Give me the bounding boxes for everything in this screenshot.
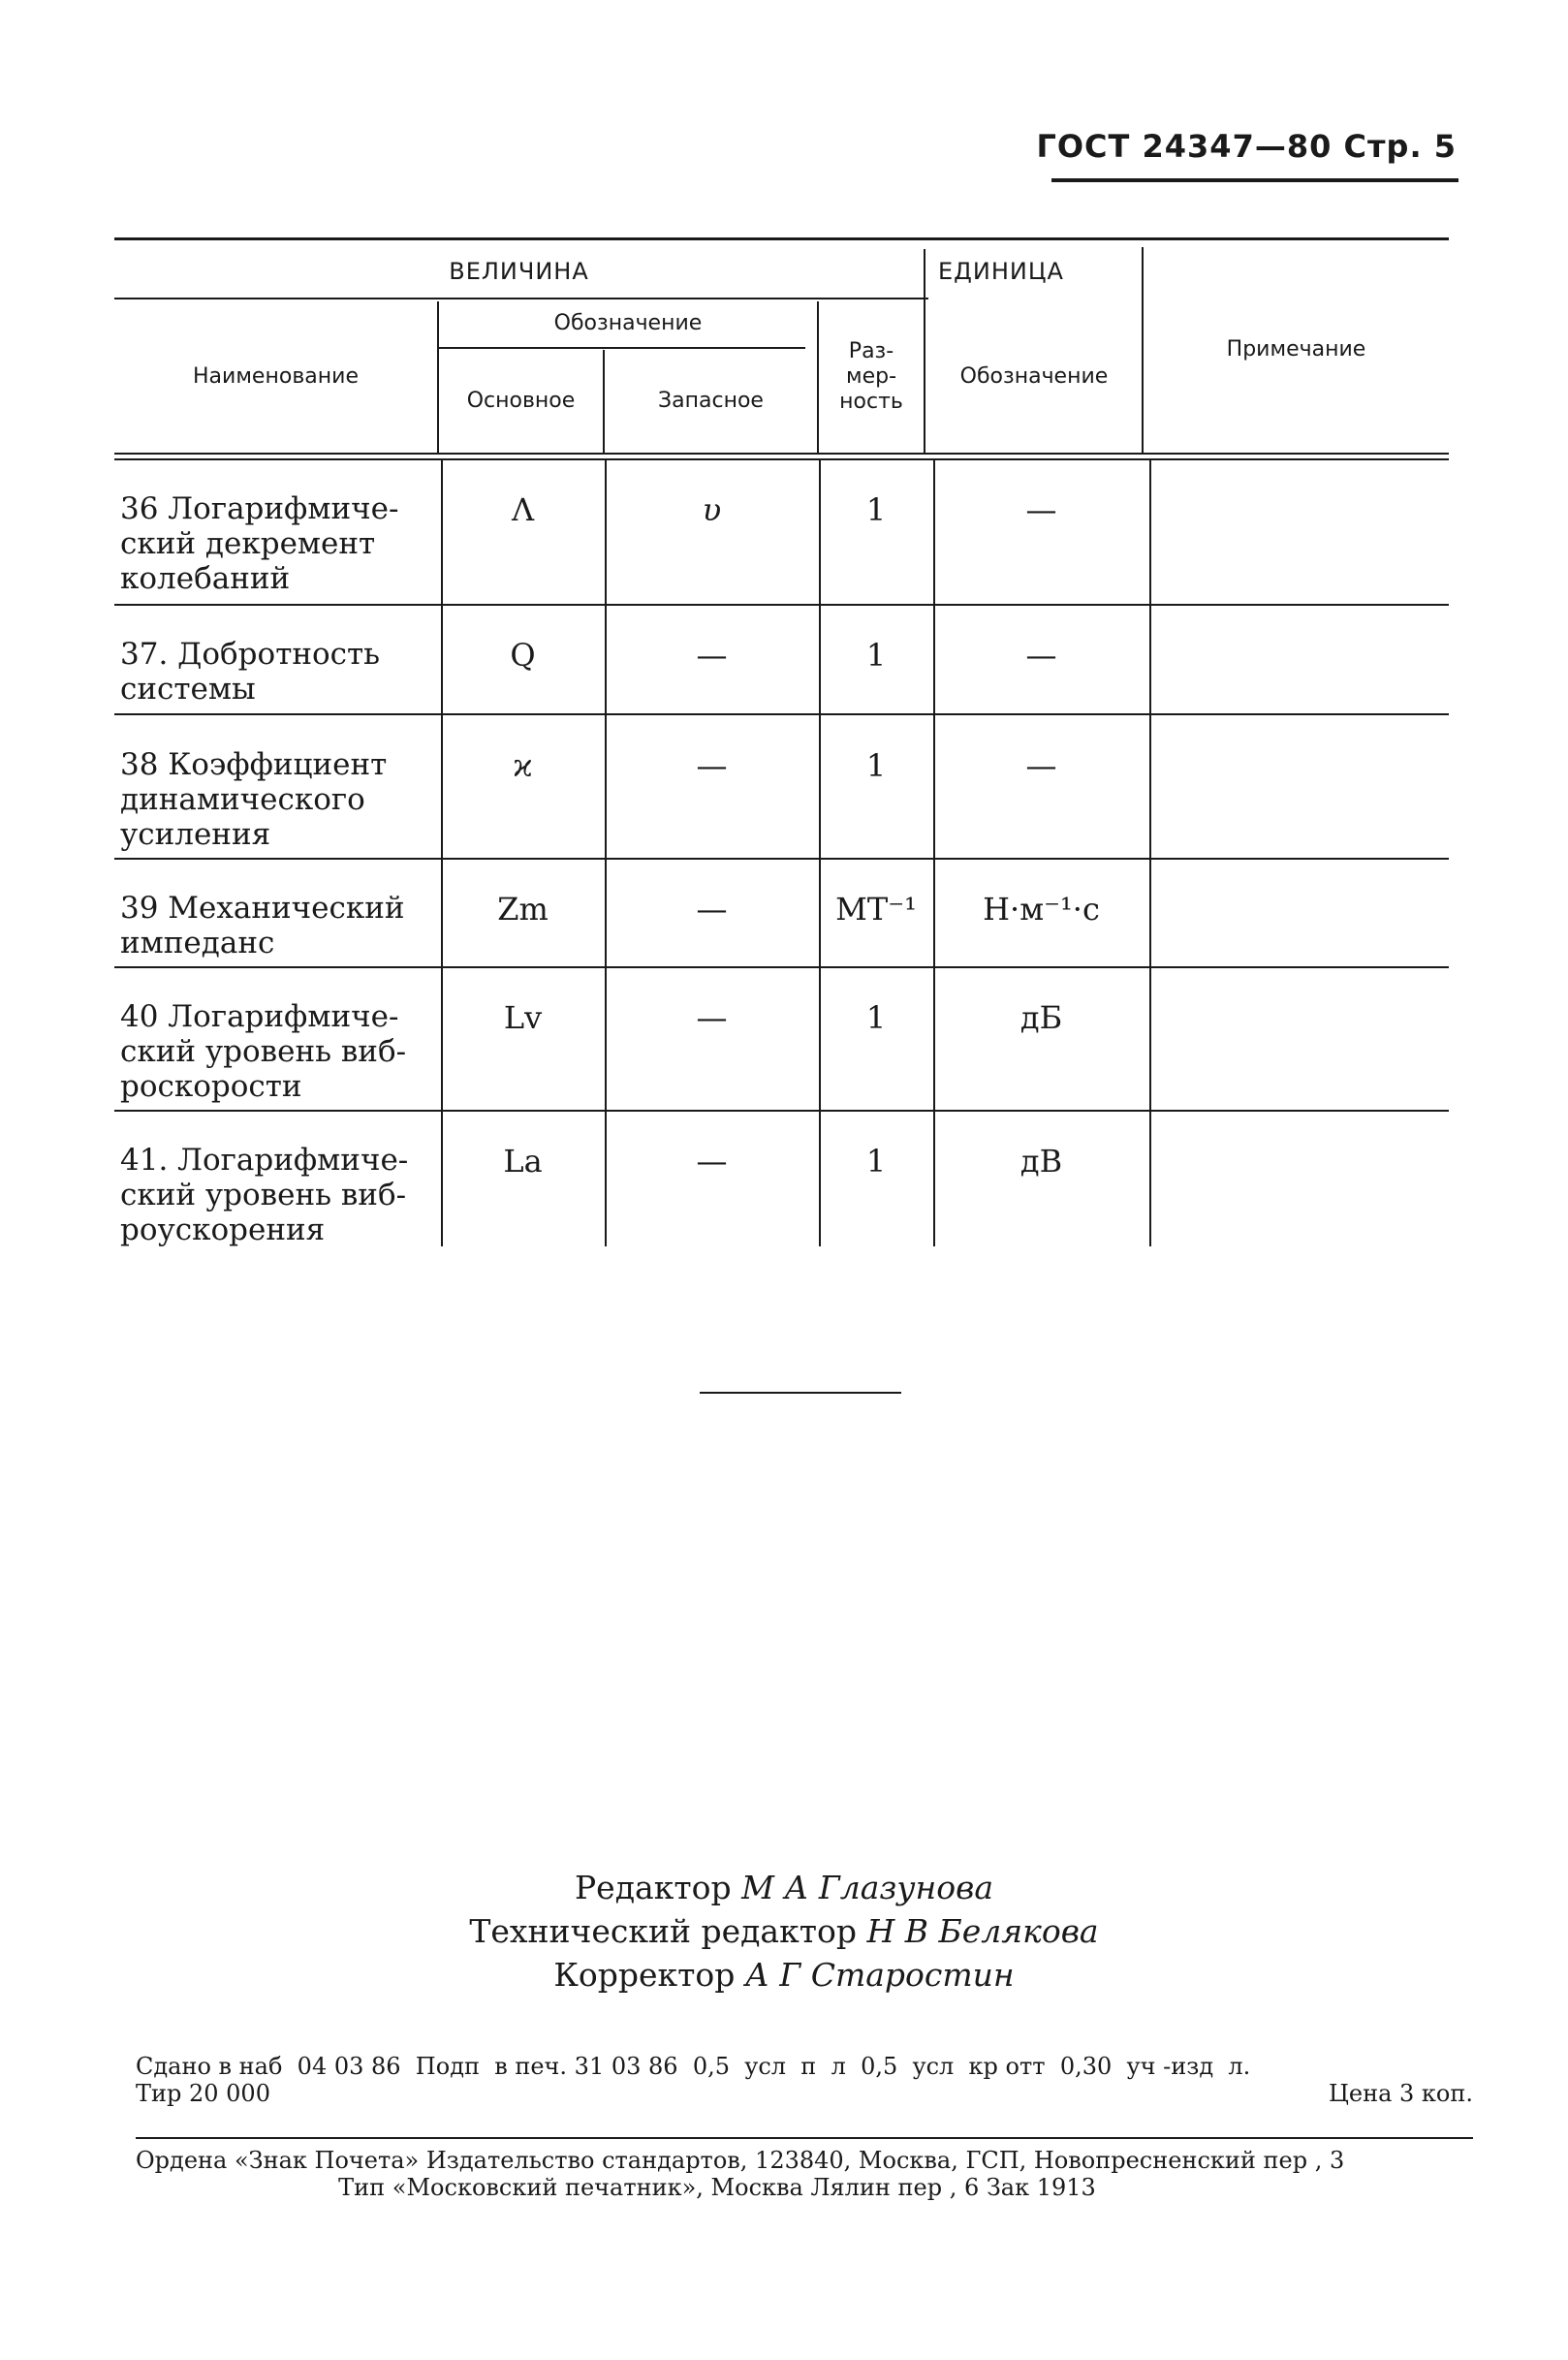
- header-bottom-rule-2: [114, 458, 1449, 460]
- row-unit: дБ: [1019, 999, 1063, 1036]
- row-main: Lv: [503, 999, 543, 1036]
- row-name: 36 Логарифмиче- ский декремент колебаний: [120, 491, 399, 596]
- row-reserve: —: [696, 637, 728, 674]
- row-reserve: —: [696, 1143, 728, 1180]
- header-rule-designation: [439, 347, 805, 349]
- row-name: 37. Добротность системы: [120, 637, 381, 707]
- row-reserve: —: [696, 747, 728, 784]
- publisher-line: Ордена «Знак Почета» Издательство стандартов, 123840, Москва, ГСП, Новопресненский пер , 3: [136, 2147, 1345, 2174]
- printer-line: Тип «Московский печатник», Москва Лялин пер , 6 Зак 1913: [338, 2174, 1096, 2201]
- credit-corrector-name: А Г Старостин: [744, 1956, 1015, 1994]
- header-main: Основное: [466, 389, 576, 413]
- imprint-price: Цена 3 коп.: [1328, 2080, 1473, 2107]
- header-unit-designation: Обозначение: [959, 364, 1109, 389]
- vline-body-unit: [1149, 460, 1151, 1246]
- header-designation: Обозначение: [553, 311, 703, 335]
- header-bottom-rule-1: [114, 453, 1449, 455]
- row-dimension: 1: [865, 999, 887, 1036]
- row-rule-4: [114, 966, 1449, 968]
- row-dimension: 1: [865, 1143, 887, 1180]
- row-main: Zm: [497, 891, 549, 928]
- row-unit: —: [1025, 637, 1057, 674]
- header-dimension: Раз- мер- ность: [839, 339, 903, 414]
- row-unit: дВ: [1019, 1143, 1063, 1180]
- credit-editor: [0, 1866, 1568, 1909]
- header-title: ГОСТ 24347—80 Стр. 5: [1036, 128, 1457, 165]
- vline-body-name: [441, 460, 443, 1246]
- header-rule-group: [114, 298, 928, 299]
- vline-body-main: [605, 460, 607, 1246]
- row-name: 40 Логарифмиче- ский уровень виб- роскорости: [120, 999, 407, 1104]
- row-name: 38 Коэффициент динамического усиления: [120, 747, 388, 852]
- row-dimension: 1: [865, 491, 887, 528]
- header-name: Наименование: [193, 364, 359, 389]
- imprint-line-1: Сдано в наб 04 03 86 Подп в печ. 31 03 86 0,5 усл п л 0,5 усл кр отт 0,30 уч -изд л.: [136, 2053, 1251, 2080]
- credit-corrector: [0, 1953, 1568, 1997]
- header-quantity-group: ВЕЛИЧИНА: [449, 258, 589, 285]
- vline-unit-group: [924, 249, 925, 455]
- row-reserve: —: [696, 999, 728, 1036]
- imprint-rule: [136, 2137, 1473, 2139]
- section-separator: [700, 1392, 901, 1394]
- row-reserve: —: [696, 891, 728, 928]
- row-dimension: 1: [865, 637, 887, 674]
- row-unit: Н·м⁻¹·с: [983, 891, 1100, 928]
- row-name: 39 Механический импеданс: [120, 891, 405, 960]
- row-main: La: [503, 1143, 543, 1180]
- row-dimension: 1: [865, 747, 887, 784]
- row-main: Q: [510, 637, 536, 674]
- imprint-circulation: Тир 20 000: [136, 2080, 270, 2107]
- credit-editor-name: М А Глазунова: [741, 1869, 994, 1906]
- vline-body-reserve: [819, 460, 821, 1246]
- table-top-rule: [114, 237, 1449, 240]
- header-reserve: Запасное: [658, 389, 764, 413]
- credit-tech-label: Технический редактор: [469, 1912, 857, 1950]
- row-main: ϰ: [513, 747, 533, 784]
- header-unit-group: ЕДИНИЦА: [938, 258, 1064, 285]
- imprint-block: [136, 2053, 1473, 2107]
- row-rule-1: [114, 604, 1449, 606]
- row-unit: —: [1025, 491, 1057, 528]
- credit-tech-name: Н В Белякова: [866, 1912, 1099, 1950]
- row-name: 41. Логарифмиче- ский уровень виб- роускорения: [120, 1143, 409, 1247]
- credit-editor-label: Редактор: [574, 1869, 732, 1906]
- row-rule-3: [114, 858, 1449, 860]
- header-rule: [1051, 178, 1458, 182]
- row-unit: —: [1025, 747, 1057, 784]
- publisher-block: [136, 2147, 1473, 2201]
- header-note: Примечание: [1226, 337, 1366, 362]
- row-dimension: MT⁻¹: [835, 891, 917, 928]
- credit-tech-editor: [0, 1909, 1568, 1953]
- credit-corrector-label: Корректор: [553, 1956, 736, 1994]
- row-rule-5: [114, 1110, 1449, 1112]
- row-reserve: υ: [702, 491, 722, 528]
- row-main: Λ: [511, 491, 535, 528]
- imprint-line-2: [136, 2080, 1473, 2107]
- credits-block: [0, 1866, 1568, 1997]
- vline-body-dimension: [933, 460, 935, 1246]
- row-rule-2: [114, 713, 1449, 715]
